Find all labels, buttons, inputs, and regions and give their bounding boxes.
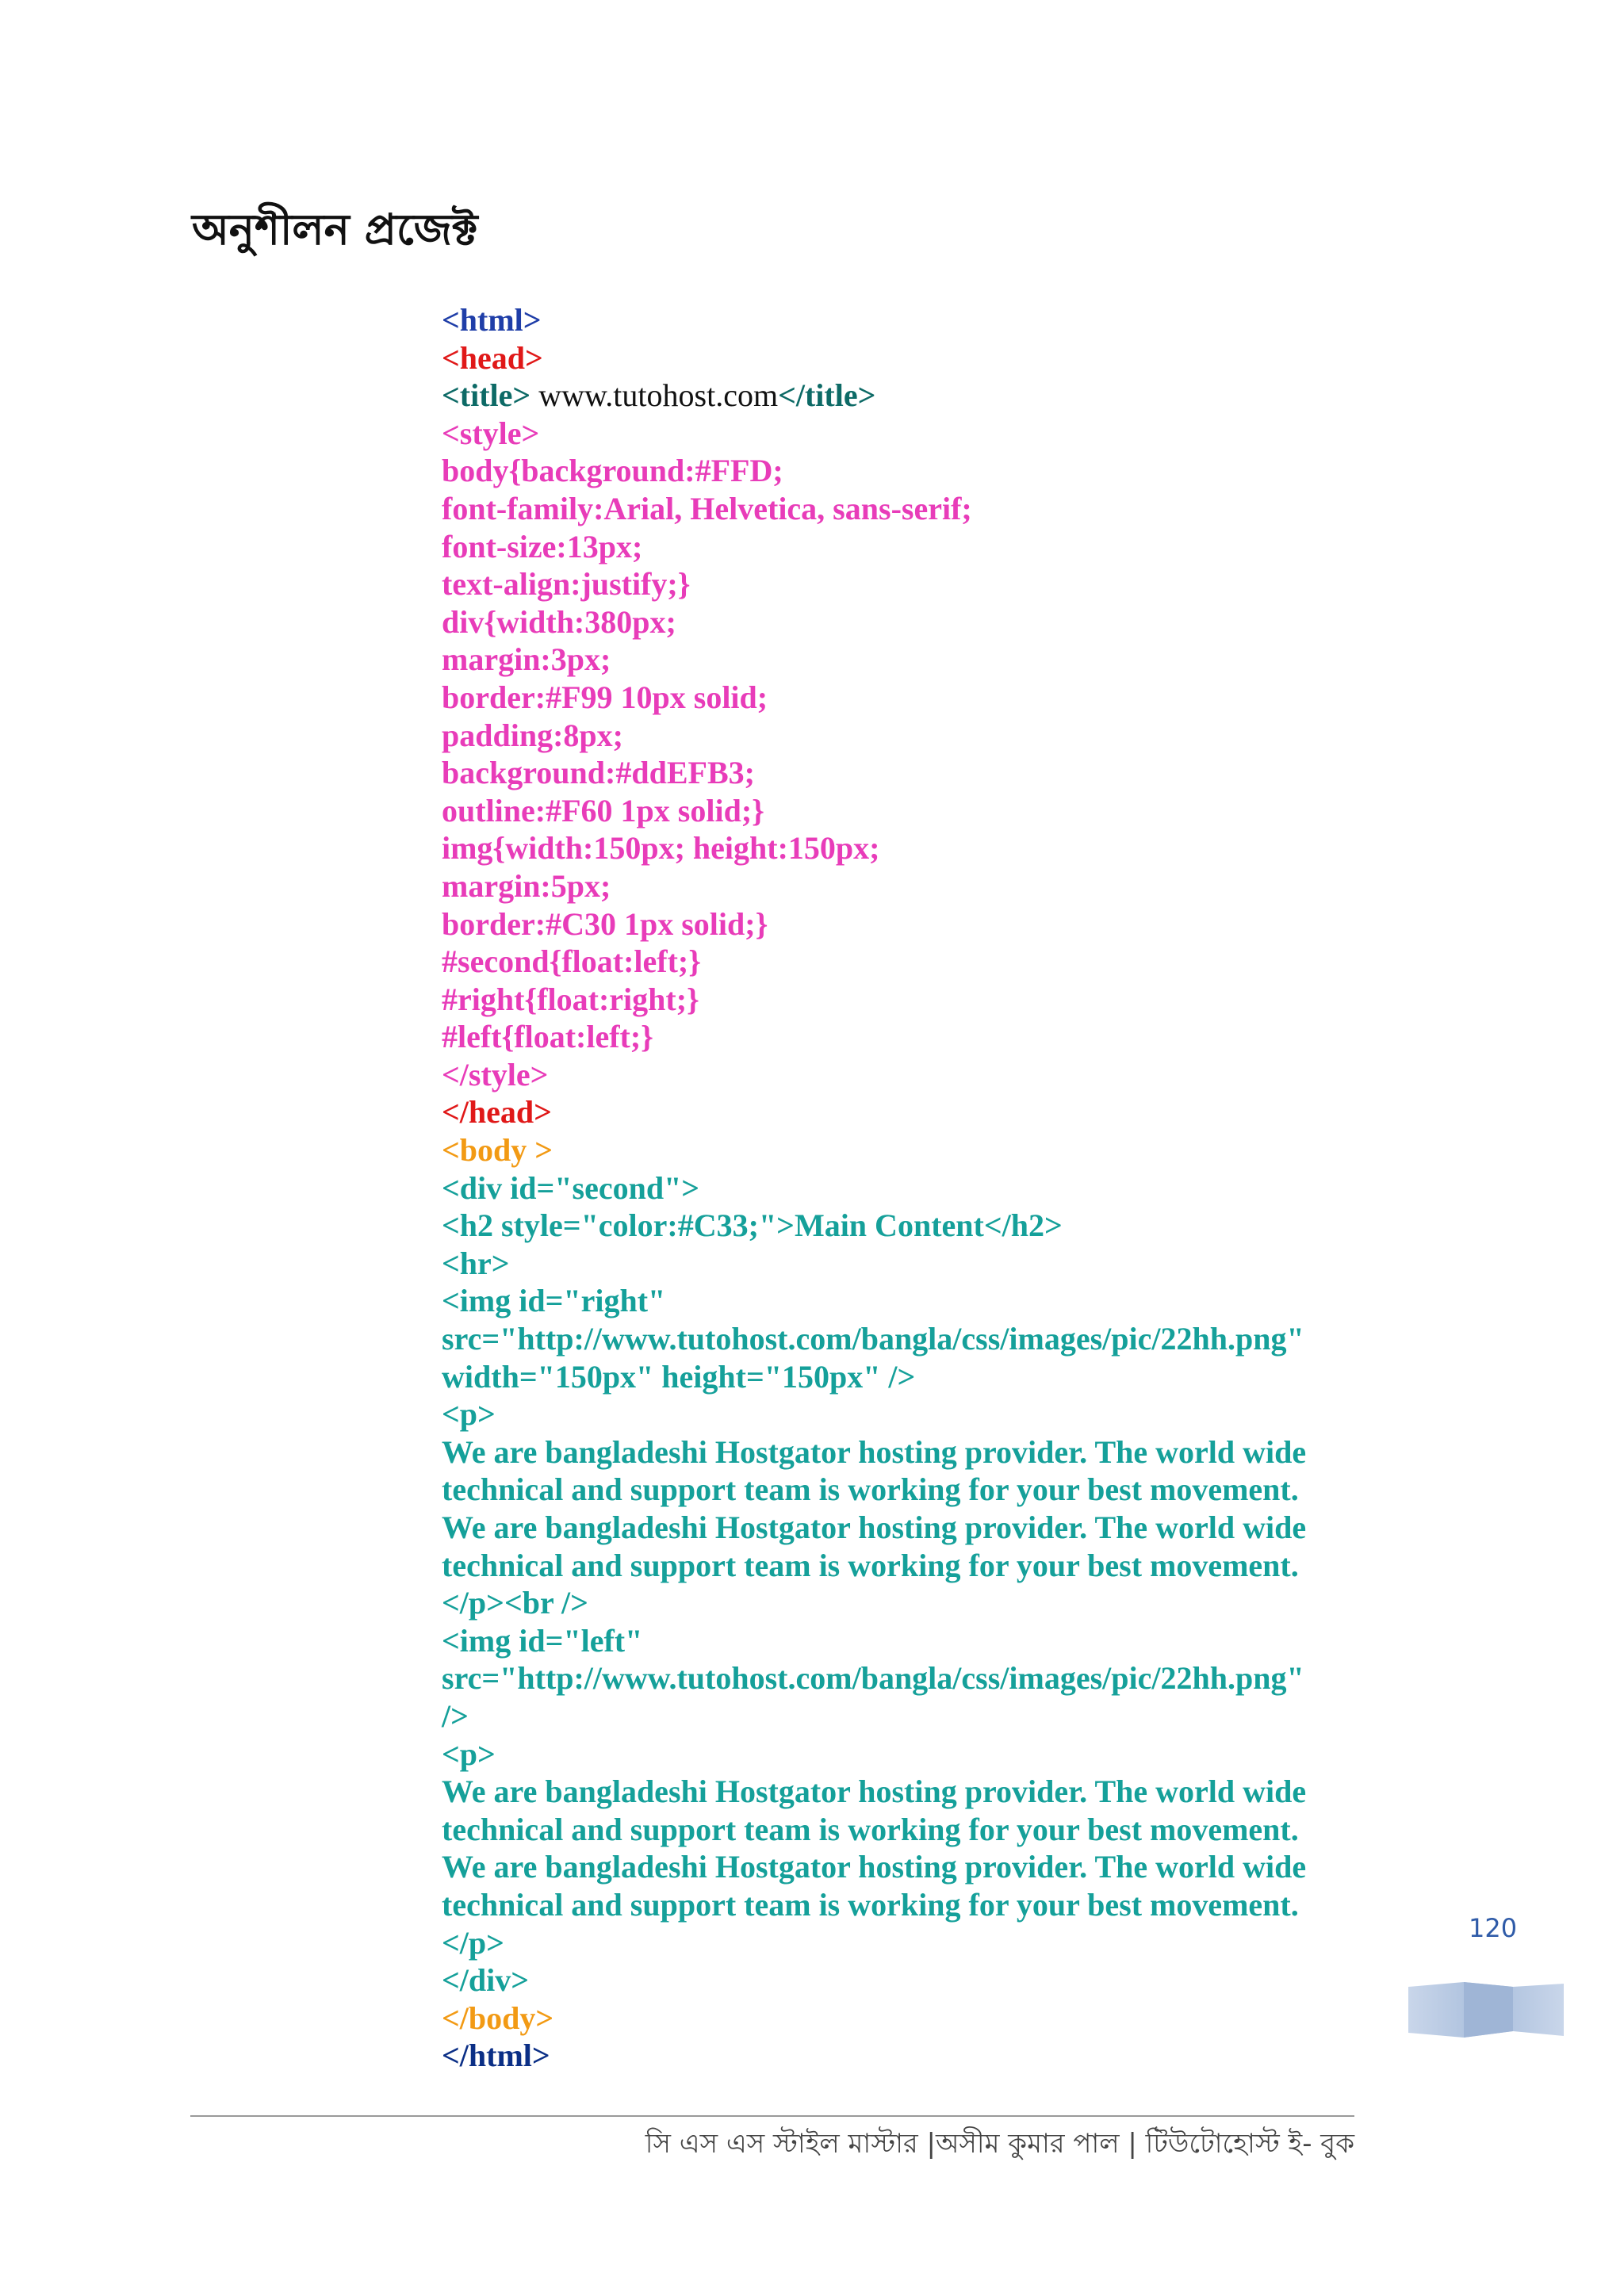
code-token: border:#C30 1px solid;} (442, 905, 768, 942)
code-token: <html> (442, 302, 542, 338)
code-token: </div> (442, 1962, 530, 1999)
code-line (442, 1547, 1306, 1585)
code-line (442, 943, 1306, 981)
code-line (442, 641, 1306, 679)
code-line (442, 679, 1306, 717)
page-heading: অনুশীলন প্রজেক্ট (192, 205, 478, 254)
code-listing (442, 301, 1306, 2075)
code-line (442, 452, 1306, 490)
code-line (442, 1622, 1306, 1660)
code-token: We are bangladeshi Hostgator hosting provider. The world wide (442, 1433, 1307, 1470)
code-token: <p> (442, 1735, 496, 1772)
code-line (442, 1282, 1306, 1320)
code-line (442, 867, 1306, 905)
code-token: technical and support team is working for your best movement. (442, 1547, 1299, 1583)
code-token: #right{float:right;} (442, 981, 699, 1017)
code-token: </body> (442, 1999, 554, 2036)
code-token: We are bangladeshi Hostgator hosting provider. The world wide (442, 1774, 1307, 1810)
code-token: outline:#F60 1px solid;} (442, 792, 764, 828)
code-token: </title> (778, 377, 876, 414)
code-line (442, 1093, 1306, 1131)
code-line (442, 1207, 1306, 1245)
code-token: <style> (442, 415, 540, 451)
code-token: /> (442, 1697, 469, 1734)
code-line (442, 1433, 1306, 1471)
code-token: width="150px" height="150px" /> (442, 1358, 916, 1395)
code-line (442, 1395, 1306, 1433)
code-token: <p> (442, 1396, 496, 1433)
code-token: www.tutohost.com (530, 377, 779, 414)
code-line (442, 1848, 1306, 1886)
footer-rule (190, 2115, 1354, 2117)
code-line (442, 1131, 1306, 1169)
code-line (442, 1169, 1306, 1207)
code-line (442, 1886, 1306, 1924)
code-line (442, 1999, 1306, 2038)
code-token: <img id="left" (442, 1622, 643, 1659)
code-line (442, 1471, 1306, 1509)
code-line (442, 603, 1306, 641)
code-line (442, 1924, 1306, 1962)
code-token: <head> (442, 339, 543, 376)
code-line (442, 754, 1306, 792)
code-token: </head> (442, 1094, 552, 1131)
code-token: margin:3px; (442, 641, 611, 678)
code-line (442, 1735, 1306, 1774)
code-line (442, 717, 1306, 755)
code-line (442, 1320, 1306, 1358)
code-token: We are bangladeshi Hostgator hosting provider. The world wide (442, 1849, 1307, 1885)
code-line (442, 1773, 1306, 1811)
page-tab-decoration (1408, 1979, 1564, 2042)
code-token: <h2 style="color:#C33;">Main Content</h2> (442, 1207, 1063, 1244)
code-token: #second{float:left;} (442, 943, 701, 980)
code-token: margin:5px; (442, 867, 611, 904)
code-line (442, 1358, 1306, 1396)
code-token: <img id="right" (442, 1283, 666, 1319)
code-line (442, 528, 1306, 566)
page-number: 120 (1469, 1913, 1518, 1943)
code-token: div{width:380px; (442, 603, 676, 640)
code-token: technical and support team is working for your best movement. (442, 1471, 1299, 1508)
code-line (442, 1584, 1306, 1622)
code-token: </style> (442, 1056, 549, 1093)
code-token: </html> (442, 2038, 550, 2074)
code-token: <title> (442, 377, 531, 414)
code-token: <hr> (442, 1245, 510, 1281)
footer-text: সি এস এস স্টাইল মাস্টার |অসীম কুমার পাল | টিউটোহোস্ট ই- বুক (645, 2128, 1354, 2160)
code-token: </p><br /> (442, 1585, 588, 1621)
code-line (442, 565, 1306, 603)
code-line (442, 1509, 1306, 1547)
code-line (442, 339, 1306, 377)
code-line (442, 1697, 1306, 1735)
code-token: img{width:150px; height:150px; (442, 830, 880, 867)
code-token: body{background:#FFD; (442, 453, 783, 489)
code-token: <div id="second"> (442, 1169, 700, 1206)
code-line (442, 905, 1306, 943)
code-token: src="http://www.tutohost.com/bangla/css/images/pic/22hh.png" (442, 1660, 1304, 1697)
code-line (442, 1018, 1306, 1056)
code-line (442, 377, 1306, 415)
code-token: background:#ddEFB3; (442, 755, 755, 791)
code-token: technical and support team is working for your best movement. (442, 1886, 1299, 1923)
code-line (442, 981, 1306, 1019)
code-line (442, 792, 1306, 830)
code-token: We are bangladeshi Hostgator hosting provider. The world wide (442, 1510, 1307, 1545)
code-line (442, 1056, 1306, 1094)
code-token: </p> (442, 1924, 504, 1961)
code-line (442, 2037, 1306, 2075)
code-token: padding:8px; (442, 717, 623, 753)
code-token: border:#F99 10px solid; (442, 679, 768, 715)
code-token: font-family:Arial, Helvetica, sans-serif; (442, 490, 972, 526)
code-token: #left{float:left;} (442, 1019, 653, 1055)
code-token: technical and support team is working for your best movement. (442, 1811, 1299, 1847)
code-line (442, 301, 1306, 339)
code-line (442, 415, 1306, 453)
code-token: font-size:13px; (442, 528, 643, 564)
code-token: <body > (442, 1132, 553, 1169)
code-line (442, 490, 1306, 528)
code-line (442, 1245, 1306, 1283)
code-line (442, 1659, 1306, 1697)
code-token: src="http://www.tutohost.com/bangla/css/images/pic/22hh.png" (442, 1321, 1304, 1357)
code-line (442, 1961, 1306, 1999)
code-token: text-align:justify;} (442, 566, 691, 603)
code-line (442, 829, 1306, 867)
code-line (442, 1811, 1306, 1849)
